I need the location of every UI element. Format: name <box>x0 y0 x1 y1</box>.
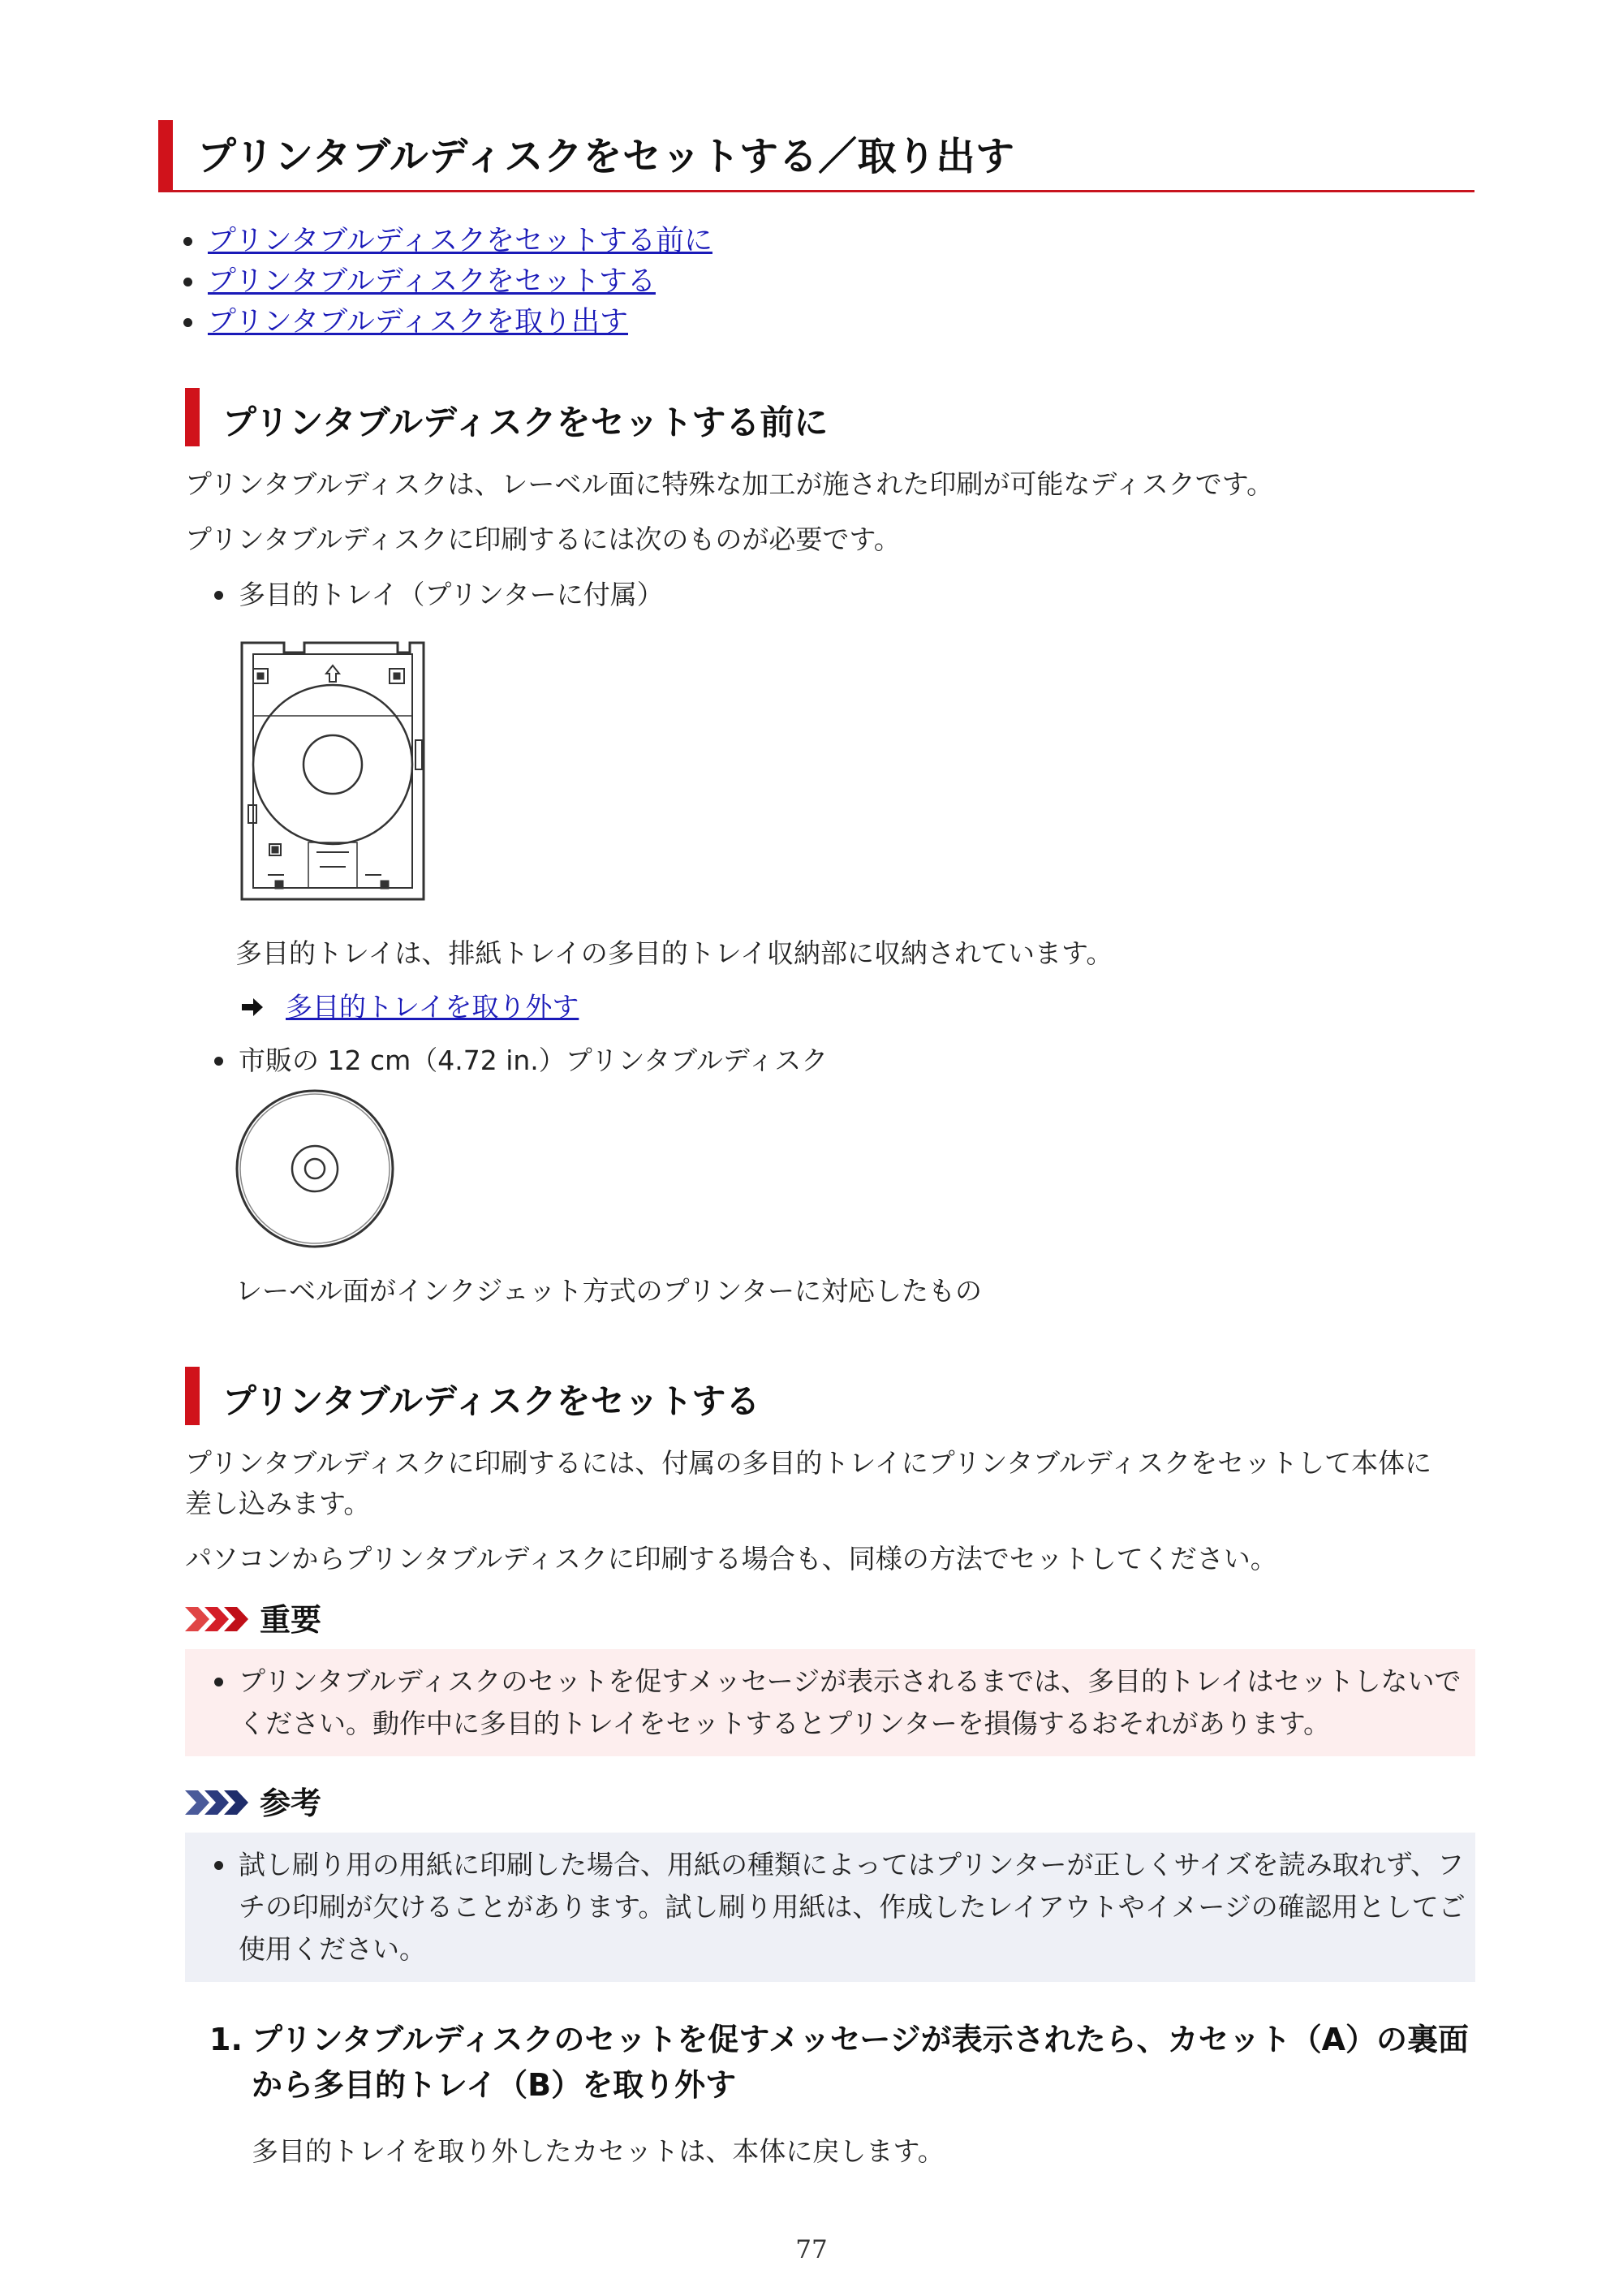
reference-text: 試し刷り用の用紙に印刷した場合、用紙の種類によってはプリンターが正しくサイズを読み取れず、フチの印刷が欠けることがあります。試し刷り用紙は、作成したレイアウトやイメージの確認用としてご使用ください。 <box>209 1844 1472 1971</box>
link-remove-tray-row <box>242 987 579 1027</box>
toc-item <box>179 302 712 342</box>
page-title-text: プリンタブルディスクをセットする／取り出す <box>197 134 1015 179</box>
bullet-item-tray: 多目的トレイ（プリンターに付属） <box>209 575 664 615</box>
important-title: 重要 <box>260 1602 322 1638</box>
toc-item <box>179 261 712 302</box>
tray-description: 多目的トレイは、排紙トレイの多目的トレイ収納部に収納されています。 <box>235 937 1113 969</box>
section-heading-text: プリンタブルディスクをセットする前に <box>222 403 829 442</box>
step-description: 多目的トレイを取り外したカセットは、本体に戻します。 <box>252 2135 945 2167</box>
paragraph: プリンタブルディスクに印刷するには次のものが必要です。 <box>185 523 901 555</box>
reference-title: 参考 <box>260 1786 322 1821</box>
toc-link-load[interactable]: プリンタブルディスクをセットする <box>208 265 656 298</box>
section-heading-text: プリンタブルディスクをセットする <box>222 1381 760 1421</box>
paragraph: プリンタブルディスクに印刷するには、付属の多目的トレイにプリンタブルディスクをセットして本体に <box>185 1447 1432 1479</box>
reference-box <box>185 1833 1475 1982</box>
toc-link-remove[interactable]: プリンタブルディスクを取り出す <box>208 306 629 338</box>
disc-illustration <box>234 1088 396 1250</box>
disc-description: レーベル面がインクジェット方式のプリンターに対応したもの <box>235 1275 983 1307</box>
bullet-item-disc: 市販の 12 cm（4.72 in.）プリンタブルディスク <box>209 1040 828 1081</box>
title-accent-bar <box>158 120 173 190</box>
paragraph: 差し込みます。 <box>185 1488 371 1519</box>
reference-chevron-icon <box>185 1787 250 1818</box>
paragraph: プリンタブルディスクは、レーベル面に特殊な加工が施された印刷が可能なディスクです。 <box>185 468 1274 500</box>
section-accent-bar <box>185 1367 200 1425</box>
page-number: 77 <box>795 2235 828 2264</box>
step-text: プリンタブルディスクのセットを促すメッセージが表示されたら、カセット（A）の裏面から多目的トレイ（B）を取り外す <box>252 2022 1470 2103</box>
arrow-right-icon <box>242 998 263 1016</box>
table-of-contents <box>179 221 712 342</box>
paragraph: パソコンからプリンタブルディスクに印刷する場合も、同様の方法でセットしてください。 <box>185 1543 1277 1574</box>
step-number: 1. <box>209 2022 243 2057</box>
toc-item <box>179 221 712 261</box>
multipurpose-tray-illustration <box>235 635 430 904</box>
section-accent-bar <box>185 388 200 446</box>
important-box <box>185 1649 1475 1756</box>
important-chevron-icon <box>185 1604 250 1635</box>
important-text: プリンタブルディスクのセットを促すメッセージが表示されるまでは、多目的トレイはセットしないでください。動作中に多目的トレイをセットするとプリンターを損傷するおそれがあります。 <box>209 1661 1472 1745</box>
remove-tray-link[interactable]: 多目的トレイを取り外す <box>286 991 579 1023</box>
toc-link-before-load[interactable]: プリンタブルディスクをセットする前に <box>208 225 712 257</box>
page-title <box>158 120 1474 192</box>
